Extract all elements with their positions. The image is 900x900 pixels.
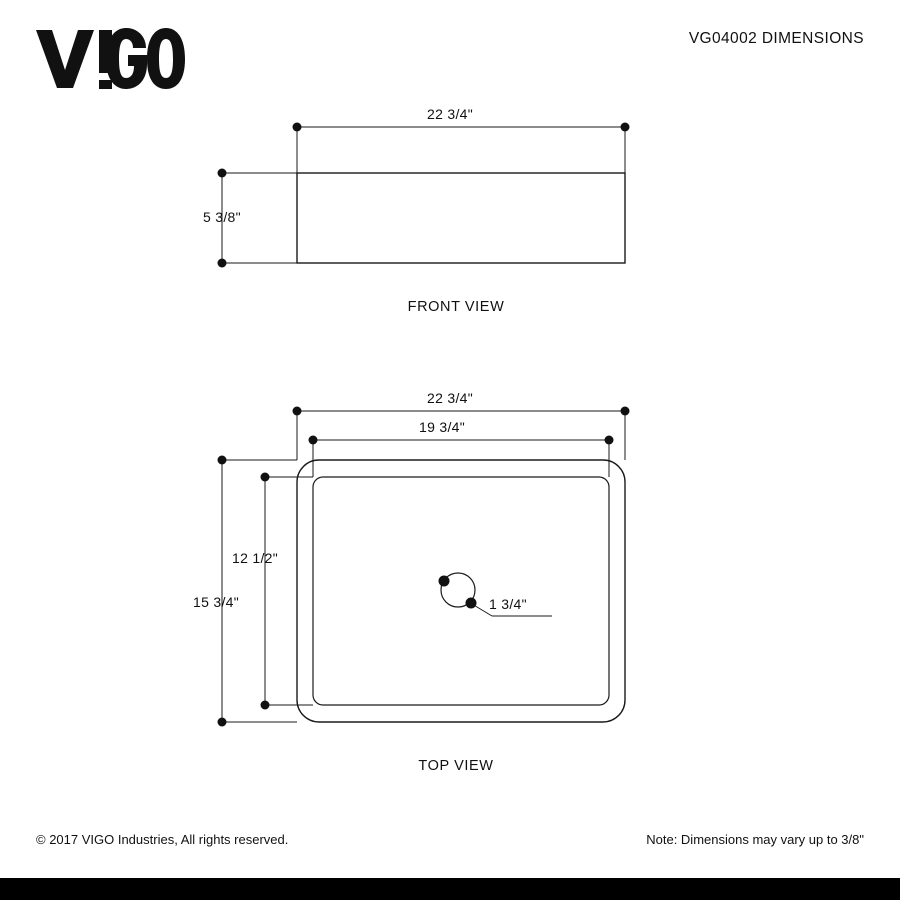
- drain-dim-dot: [439, 576, 450, 587]
- dim-dot: [621, 407, 630, 416]
- dim-dot: [261, 473, 270, 482]
- dim-dot: [309, 436, 318, 445]
- drain-dim-dot: [466, 598, 477, 609]
- front-height-dim: 5 3/8": [203, 209, 241, 225]
- top-inner-depth-dim: 12 1/2": [232, 550, 278, 566]
- front-view-body: [297, 173, 625, 263]
- dimension-note: Note: Dimensions may vary up to 3/8": [646, 832, 864, 847]
- copyright-text: © 2017 VIGO Industries, All rights reserved.: [36, 832, 289, 847]
- dim-dot: [218, 718, 227, 727]
- dim-dot: [293, 407, 302, 416]
- top-outer-width-dim: 22 3/4": [427, 390, 473, 406]
- front-width-dim: 22 3/4": [427, 106, 473, 122]
- top-inner-width-dim: 19 3/4": [419, 419, 465, 435]
- dim-dot: [218, 169, 227, 178]
- dim-dot: [261, 701, 270, 710]
- top-view-label: TOP VIEW: [418, 758, 494, 774]
- front-view-label: FRONT VIEW: [407, 299, 505, 315]
- dim-dot: [621, 123, 630, 132]
- dim-dot: [293, 123, 302, 132]
- dim-dot: [218, 456, 227, 465]
- drain-dim: 1 3/4": [489, 596, 527, 612]
- page-title: VG04002 DIMENSIONS: [688, 30, 864, 47]
- dim-dot: [605, 436, 614, 445]
- top-outer-depth-dim: 15 3/4": [193, 594, 239, 610]
- dim-dot: [218, 259, 227, 268]
